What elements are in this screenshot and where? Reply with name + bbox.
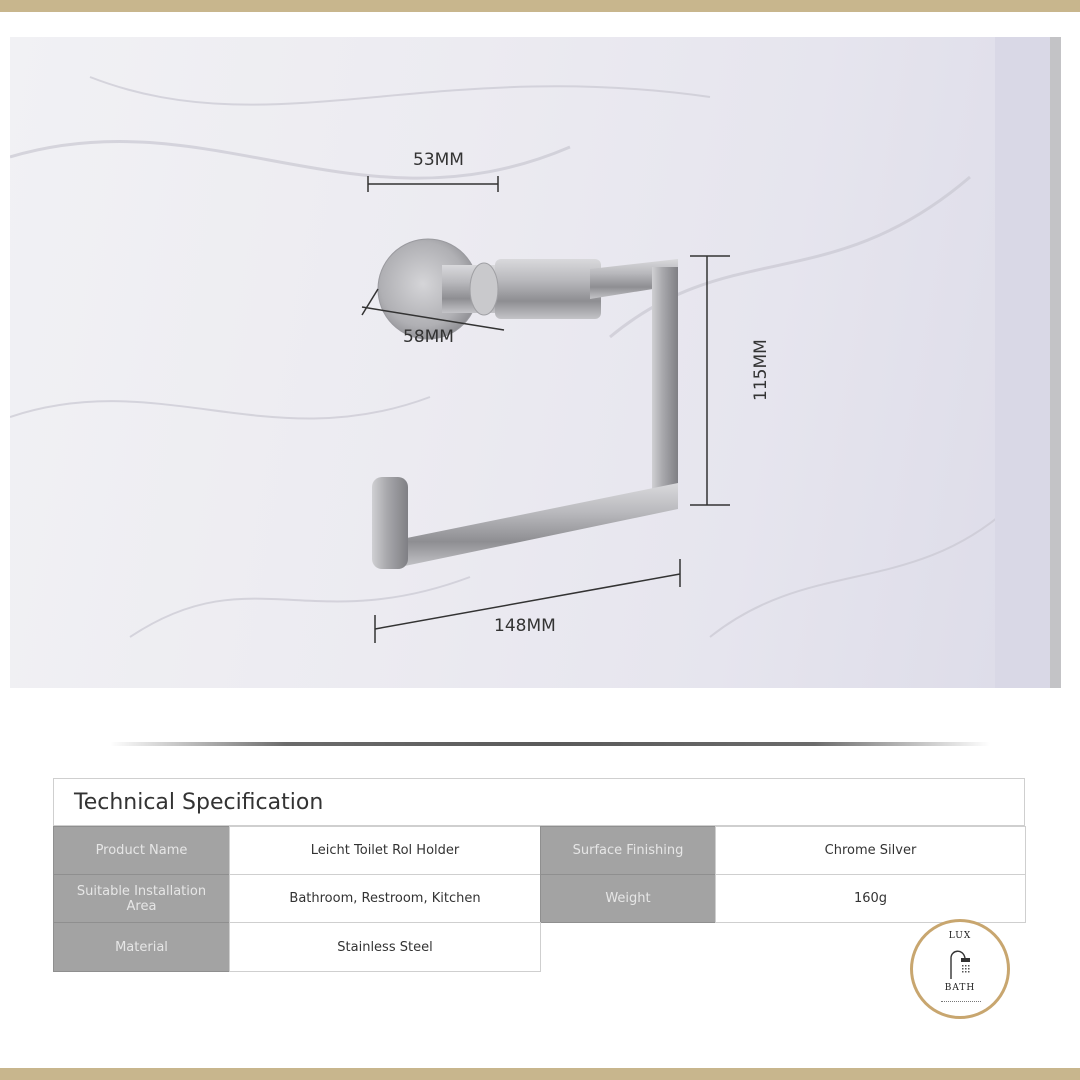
spec-title: Technical Specification xyxy=(74,790,324,815)
spec-value-material: Stainless Steel xyxy=(229,922,541,972)
spec-label-surface-finishing: Surface Finishing xyxy=(540,826,716,875)
marble-veins xyxy=(10,77,1010,637)
lux-bath-logo xyxy=(910,919,1010,1019)
arm-sleeve xyxy=(495,259,601,319)
spec-label-weight: Weight xyxy=(540,874,716,923)
dim-label-148: 148MM xyxy=(494,616,556,636)
spec-label-material: Material xyxy=(53,922,230,972)
spec-title-box xyxy=(53,778,1025,826)
product-illustration xyxy=(10,37,1061,688)
arm-end-cap xyxy=(470,263,498,315)
bottom-accent-band xyxy=(0,1068,1080,1080)
arm-tip xyxy=(372,477,408,569)
spec-value-product-name: Leicht Toilet Rol Holder xyxy=(229,826,541,875)
logo-text-bottom: BATH xyxy=(944,983,976,993)
top-accent-band xyxy=(0,0,1080,12)
spec-label-installation-area: Suitable Installation Area xyxy=(53,874,230,923)
section-divider xyxy=(110,742,990,746)
shower-icon xyxy=(947,946,977,980)
logo-text-top: LUX xyxy=(948,931,972,941)
logo-dotted-line xyxy=(941,1001,981,1002)
product-photo xyxy=(10,37,1061,688)
bottom-arm xyxy=(392,483,678,567)
spec-label-product-name: Product Name xyxy=(53,826,230,875)
spec-value-surface-finishing: Chrome Silver xyxy=(715,826,1026,875)
wall-corner xyxy=(1050,37,1061,688)
spec-value-installation-area: Bathroom, Restroom, Kitchen xyxy=(229,874,541,923)
vertical-bar xyxy=(652,267,678,507)
dim-label-58: 58MM xyxy=(403,327,454,347)
dim-label-115: 115MM xyxy=(751,339,771,401)
spec-value-weight: 160g xyxy=(715,874,1026,923)
dim-label-53: 53MM xyxy=(413,150,464,170)
